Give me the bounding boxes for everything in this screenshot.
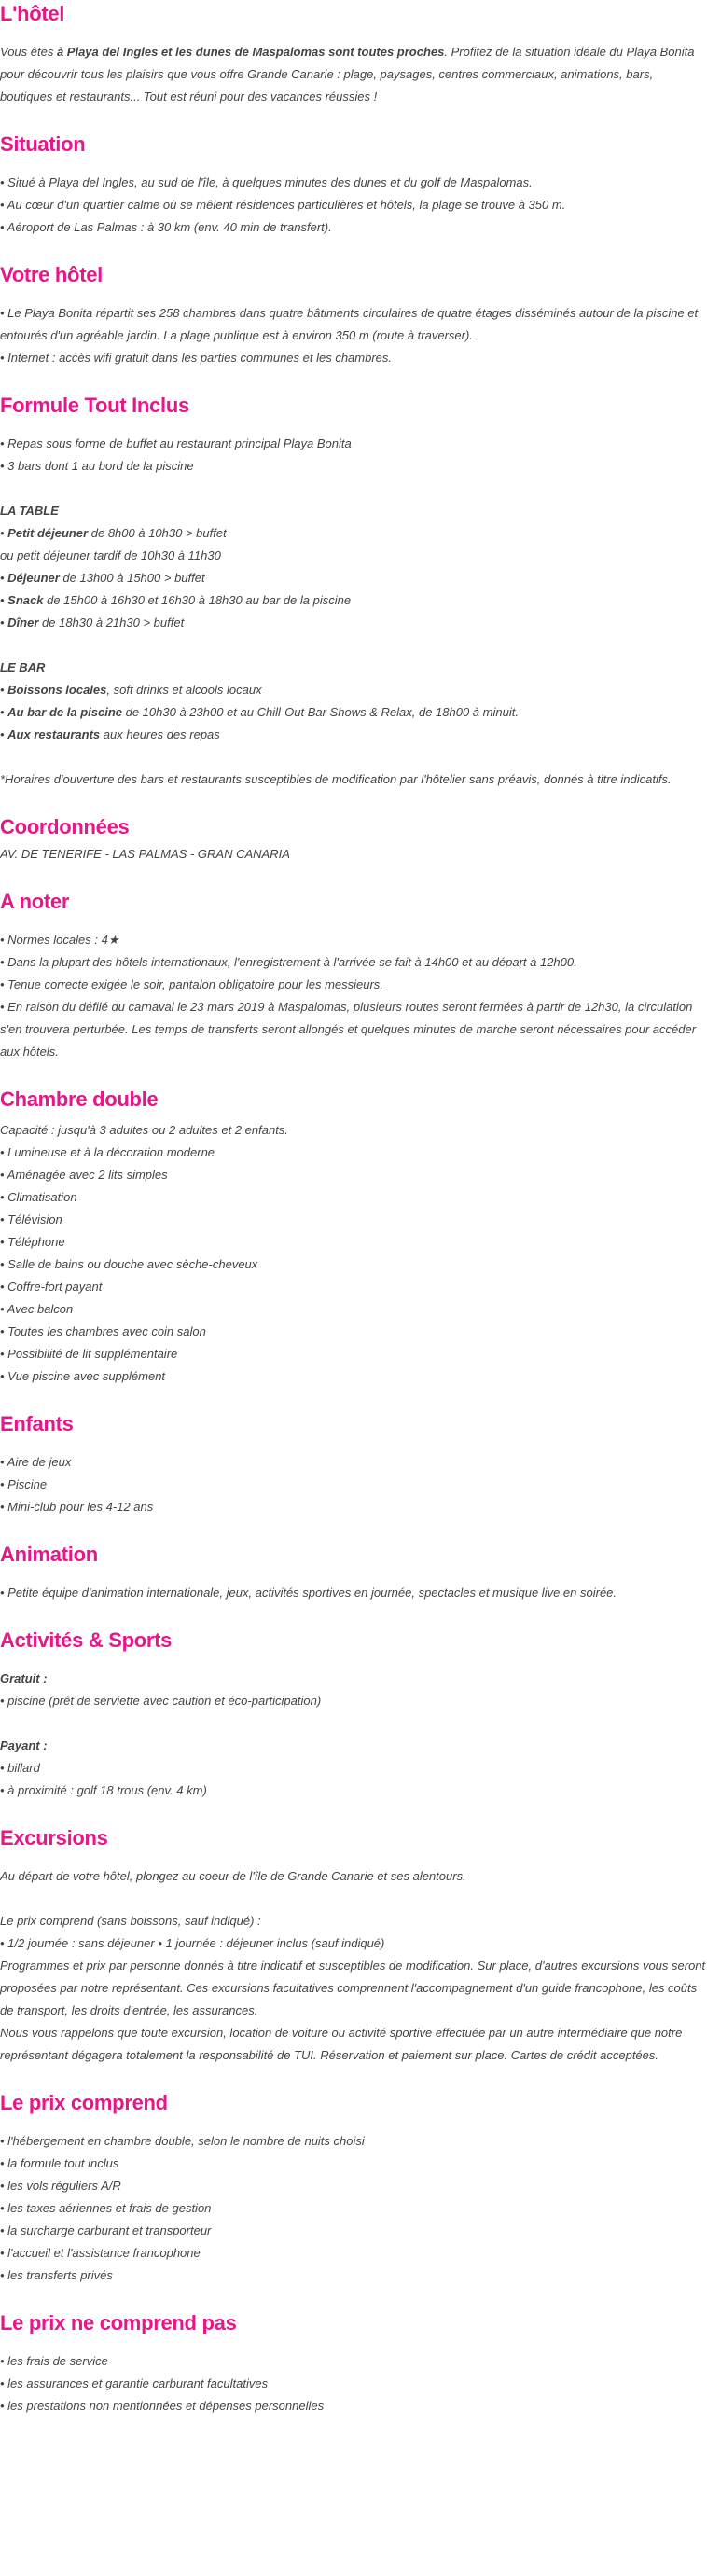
- payant-item: • billard: [0, 1761, 40, 1775]
- prix-comprend-item: • la formule tout inclus: [0, 2156, 119, 2170]
- hotel-intro: Vous êtes à Playa del Ingles et les dunes de Maspalomas sont toutes proches. Profitez de la situation idéale du Playa Bonita pour découvrir tous les plaisirs que vous offre Grande Canarie : plage, paysages, centres commerciaux, animations, bars, boutiques et restaurants... Tout est réuni pour des vacances réussies !: [0, 45, 695, 104]
- section-excursions: [0, 1824, 707, 2067]
- section-formule: [0, 392, 707, 791]
- section-title-chambre: Chambre double: [0, 1087, 159, 1111]
- prix-ne-comprend-item: • les frais de service: [0, 2354, 108, 2368]
- chambre-item: • Avec balcon: [0, 1302, 74, 1316]
- situation-item: • Situé à Playa del Ingles, au sud de l'île, à quelques minutes des dunes et du golf de Maspalomas.: [0, 175, 533, 189]
- section-prix-ne-comprend: [0, 2309, 707, 2417]
- animation-list: [0, 1582, 707, 1604]
- prix-comprend-list: [0, 2130, 707, 2287]
- prix-comprend-item: • la surcharge carburant et transporteur: [0, 2223, 212, 2237]
- prix-comprend-item: • l'hébergement en chambre double, selon le nombre de nuits choisi: [0, 2134, 365, 2148]
- formule-intro-item: • 3 bars dont 1 au bord de la piscine: [0, 459, 194, 473]
- section-hotel: [0, 0, 707, 108]
- excursions-line: • 1/2 journée : sans déjeuner • 1 journée : déjeuner inclus (sauf indiqué): [0, 1936, 385, 1950]
- formule-intro-item: • Repas sous forme de buffet au restaurant principal Playa Bonita: [0, 436, 352, 450]
- a-noter-item: • Tenue correcte exigée le soir, pantalon obligatoire pour les messieurs.: [0, 977, 383, 991]
- formule-bar: LE BAR • Boissons locales, soft drinks et alcools locaux • Au bar de la piscine de 10h30 à 23h00 et au Chill-Out Bar Shows & Relax, de 18h00 à minuit. • Aux restaurants aux heures des repas: [0, 660, 519, 741]
- section-chambre: [0, 1086, 707, 1388]
- chambre-item: • Vue piscine avec supplément: [0, 1369, 166, 1383]
- gratuit-item: • piscine (prêt de serviette avec caution et éco-participation): [0, 1694, 322, 1708]
- section-title-hotel: L'hôtel: [0, 2, 65, 25]
- section-title-prix-comprend: Le prix comprend: [0, 2091, 168, 2114]
- section-enfants: [0, 1410, 707, 1518]
- section-animation: [0, 1541, 707, 1604]
- section-title-prix-ne-comprend: Le prix ne comprend pas: [0, 2311, 237, 2334]
- a-noter-item: • Normes locales : 4★: [0, 933, 119, 947]
- excursions-line: Programmes et prix par personne donnés à titre indicatif et susceptibles de modification. Sur place, d'autres excursions vous seront proposées par notre représentant. Ces excursions facultatives comprennent l'accompagnement d'un guide francophone, les coûts de transport, les droits d'entrée, les assurances.: [0, 1959, 706, 2017]
- excursions-details: [0, 1910, 707, 2067]
- chambre-item: • Toutes les chambres avec coin salon: [0, 1324, 206, 1338]
- prix-comprend-item: • les taxes aériennes et frais de gestion: [0, 2201, 212, 2215]
- a-noter-item: • En raison du défilé du carnaval le 23 mars 2019 à Maspalomas, plusieurs routes seront fermées à partir de 12h30, la circulation s'en trouvera perturbée. Les temps de transferts seront allongés et quelques minutes de marche seront nécessaires pour accéder aux hôtels.: [0, 1000, 697, 1059]
- payant-label: Payant :: [0, 1738, 48, 1752]
- gratuit-label: Gratuit :: [0, 1671, 48, 1685]
- excursions-line: Nous vous rappelons que toute excursion, location de voiture ou activité sportive effectuée par un autre intermédiaire que notre représentant dégagera totalement la responsabilité de TUI. Réservation et paiement sur place. Cartes de crédit acceptées.: [0, 2026, 683, 2062]
- section-votre-hotel: [0, 261, 707, 369]
- section-prix-comprend: [0, 2089, 707, 2287]
- chambre-item: • Climatisation: [0, 1190, 77, 1204]
- section-title-situation: Situation: [0, 132, 86, 156]
- situation-item: • Aéroport de Las Palmas : à 30 km (env. 40 min de transfert).: [0, 220, 332, 234]
- prix-ne-comprend-item: • les assurances et garantie carburant facultatives: [0, 2376, 269, 2390]
- animation-item: • Petite équipe d'animation internationale, jeux, activités sportives en journée, spectacles et musique live en soirée.: [0, 1586, 617, 1600]
- enfants-item: • Mini-club pour les 4-12 ans: [0, 1500, 154, 1514]
- section-title-coordonnees: Coordonnées: [0, 815, 130, 838]
- chambre-item: • Téléphone: [0, 1235, 65, 1249]
- activites-payant: [0, 1735, 707, 1802]
- prix-comprend-item: • les vols réguliers A/R: [0, 2179, 121, 2193]
- chambre-item: • Télévision: [0, 1212, 62, 1226]
- votre-hotel-item: • Le Playa Bonita répartit ses 258 chambres dans quatre bâtiments circulaires de quatre étages disséminés autour de la piscine et entourés d'un agréable jardin. La plage publique est à environ 350 m (route à traverser).: [0, 306, 699, 342]
- formule-note: *Horaires d'ouverture des bars et restaurants susceptibles de modification par l'hôtelier sans préavis, donnés à titre indicatifs.: [0, 772, 672, 786]
- section-coordonnees: [0, 813, 707, 866]
- chambre-item: • Salle de bains ou douche avec sèche-cheveux: [0, 1257, 258, 1271]
- activites-gratuit: [0, 1668, 707, 1712]
- chambre-item: Capacité : jusqu'à 3 adultes ou 2 adultes et 2 enfants.: [0, 1123, 288, 1137]
- enfants-item: • Piscine: [0, 1477, 48, 1491]
- a-noter-item: • Dans la plupart des hôtels internationaux, l'enregistrement à l'arrivée se fait à 14h00 et au départ à 12h00.: [0, 955, 577, 969]
- section-a-noter: [0, 888, 707, 1063]
- section-title-excursions: Excursions: [0, 1826, 108, 1849]
- situation-list: [0, 172, 707, 239]
- a-noter-list: [0, 929, 707, 1063]
- chambre-item: • Lumineuse et à la décoration moderne: [0, 1145, 215, 1159]
- prix-comprend-item: • l'accueil et l'assistance francophone: [0, 2246, 201, 2260]
- chambre-item: • Aménagée avec 2 lits simples: [0, 1168, 168, 1182]
- section-title-formule: Formule Tout Inclus: [0, 394, 189, 417]
- section-title-enfants: Enfants: [0, 1412, 74, 1435]
- votre-hotel-item: • Internet : accès wifi gratuit dans les parties communes et les chambres.: [0, 351, 393, 365]
- section-situation: [0, 131, 707, 239]
- excursions-intro: Au départ de votre hôtel, plongez au coeur de l'île de Grande Canarie et ses alentours.: [0, 1869, 466, 1883]
- section-title-activites: Activités & Sports: [0, 1628, 173, 1652]
- address: AV. DE TENERIFE - LAS PALMAS - GRAN CANARIA: [0, 847, 290, 861]
- situation-item: • Au cœur d'un quartier calme où se mêlent résidences particulières et hôtels, la plage se trouve à 350 m.: [0, 198, 566, 212]
- prix-ne-comprend-item: • les prestations non mentionnées et dépenses personnelles: [0, 2399, 325, 2413]
- excursions-line: Le prix comprend (sans boissons, sauf indiqué) :: [0, 1914, 261, 1928]
- section-activites: [0, 1627, 707, 1802]
- votre-hotel-list: [0, 302, 707, 369]
- table-subtitle: LA TABLE: [0, 504, 59, 518]
- chambre-list: [0, 1119, 707, 1388]
- section-title-votre-hotel: Votre hôtel: [0, 263, 103, 286]
- payant-item: • à proximité : golf 18 trous (env. 4 km): [0, 1783, 207, 1797]
- formule-table: LA TABLE • Petit déjeuner de 8h00 à 10h30 > buffet ou petit déjeuner tardif de 10h30 à 11h30 • Déjeuner de 13h00 à 15h00 > buffet • Snack de 15h00 à 16h30 et 16h30 à 18h30 au bar de la piscine • Dîner de 18h30 à 21h30 > buffet: [0, 504, 352, 630]
- prix-ne-comprend-list: [0, 2350, 707, 2417]
- formule-intro: [0, 433, 707, 478]
- enfants-list: [0, 1451, 707, 1518]
- section-title-animation: Animation: [0, 1543, 98, 1566]
- enfants-item: • Aire de jeux: [0, 1455, 72, 1469]
- chambre-item: • Possibilité de lit supplémentaire: [0, 1347, 178, 1361]
- chambre-item: • Coffre-fort payant: [0, 1280, 103, 1294]
- prix-comprend-item: • les transferts privés: [0, 2268, 113, 2282]
- section-title-a-noter: A noter: [0, 890, 70, 913]
- bar-subtitle: LE BAR: [0, 660, 46, 674]
